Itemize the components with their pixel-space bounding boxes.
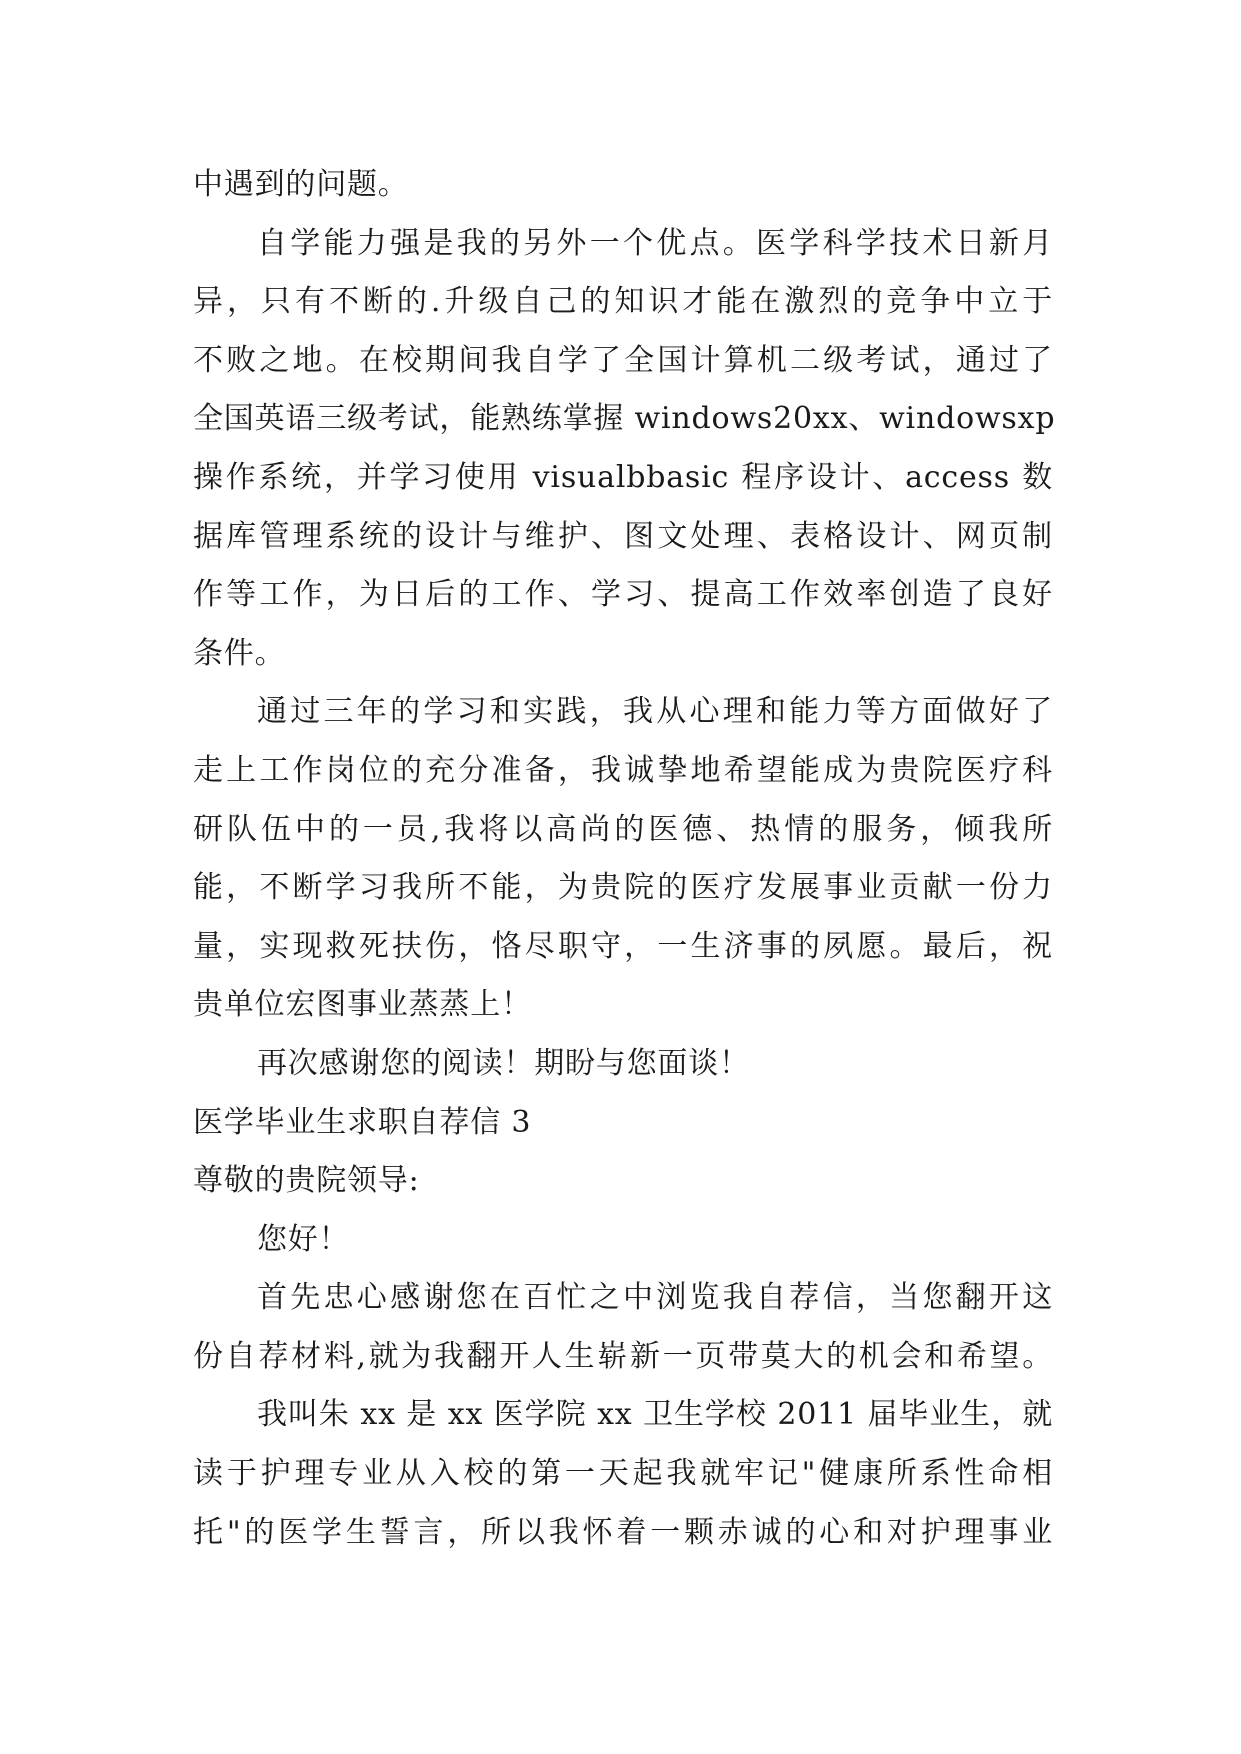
greeting: 您好！	[257, 1221, 350, 1257]
paragraph-first-line: 自学能力强是我的另外一个优点。医学科学技术日新月	[257, 225, 1053, 261]
text-line: 中遇到的问题。	[193, 167, 409, 202]
text-line: 不败之地。在校期间我自学了全国计算机二级考试，通过了	[193, 342, 1053, 378]
salutation: 尊敬的贵院领导:	[193, 1163, 420, 1199]
text-line: 条件。	[193, 635, 286, 671]
text-line: 读于护理专业从入校的第一天起我就牢记"健康所系性命相	[193, 1456, 1053, 1492]
text-line: 能，不断学习我所不能，为贵院的医疗发展事业贡献一份力	[193, 870, 1053, 906]
text-line: 贵单位宏图事业蒸蒸上！	[193, 987, 532, 1023]
text-line: 全国英语三级考试，能熟练掌握 windows20xx、windowsxp	[193, 401, 1056, 437]
text-line: 异，只有不断的.升级自己的知识才能在激烈的竞争中立于	[193, 284, 1053, 320]
text-line: 研队伍中的一员,我将以高尚的医德、热情的服务，倾我所	[193, 811, 1053, 847]
text-line: 量，实现救死扶伤，恪尽职守，一生济事的夙愿。最后，祝	[193, 928, 1053, 964]
text-line: 据库管理系统的设计与维护、图文处理、表格设计、网页制	[193, 518, 1053, 554]
text-line: 操作系统，并学习使用 visualbbasic 程序设计、access 数	[193, 459, 1053, 495]
paragraph-first-line: 再次感谢您的阅读！期盼与您面谈！	[257, 1045, 750, 1081]
text-line: 托"的医学生誓言，所以我怀着一颗赤诚的心和对护理事业	[193, 1514, 1053, 1550]
paragraph-first-line: 首先忠心感谢您在百忙之中浏览我自荐信，当您翻开这	[257, 1280, 1053, 1316]
section-title: 医学毕业生求职自荐信 3	[193, 1104, 532, 1140]
text-line: 作等工作，为日后的工作、学习、提高工作效率创造了良好	[193, 577, 1053, 613]
document-body	[193, 156, 1056, 1562]
paragraph-first-line: 我叫朱 xx 是 xx 医学院 xx 卫生学校 2011 届毕业生，就	[257, 1397, 1053, 1433]
paragraph-first-line: 通过三年的学习和实践，我从心理和能力等方面做好了	[257, 694, 1053, 730]
text-line: 份自荐材料,就为我翻开人生崭新一页带莫大的机会和希望。	[193, 1338, 1053, 1374]
text-line: 走上工作岗位的充分准备，我诚挚地希望能成为贵院医疗科	[193, 752, 1053, 788]
